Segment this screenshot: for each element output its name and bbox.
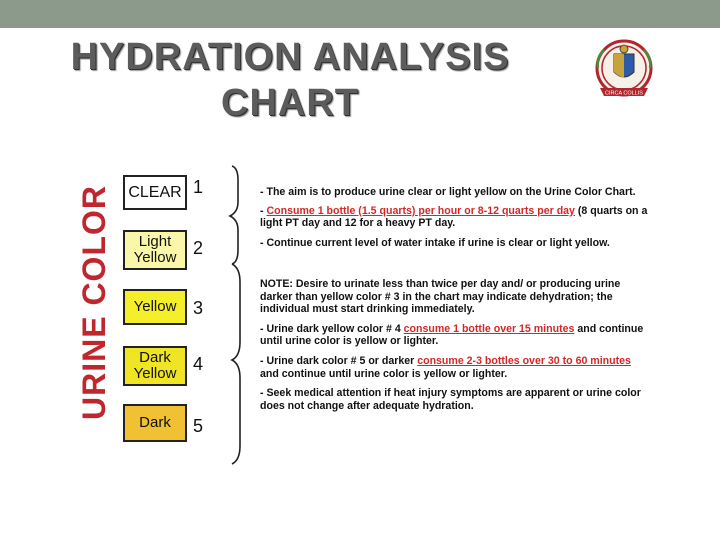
guidance-color4-highlight: consume 1 bottle over 15 minutes — [403, 322, 575, 335]
color-number-4: 4 — [193, 354, 204, 374]
swatch-4-line-1: Dark — [139, 349, 171, 366]
swatch-4-line-2: Yellow — [133, 365, 177, 382]
page-title — [40, 34, 540, 126]
guidance-consume-suffix: (8 quarts on a light PT day and 12 for a heavy PT day. — [260, 204, 648, 230]
guidance-medical-text: - Seek medical attention if heat injury symptoms are apparent or urine color does not change after adequate hydration. — [260, 387, 641, 412]
swatch-5-line-1: Dark — [139, 414, 171, 431]
swatch-3-line-1: Yellow — [133, 298, 177, 315]
guidance-aim-text: - The aim is to produce urine clear or light yellow on the Urine Color Chart. — [260, 186, 636, 198]
crest-emblem-icon — [590, 38, 658, 104]
swatch-2-line-1: Light — [138, 233, 172, 250]
color-number-1: 1 — [193, 177, 204, 197]
guidance-color5-highlight: consume 2-3 bottles over 30 to 60 minutes — [417, 354, 631, 367]
color-swatch-4 — [123, 346, 187, 386]
title-line-1: HYDRATION ANALYSIS — [70, 36, 510, 78]
color-swatch-1 — [123, 175, 187, 210]
color-swatch-3 — [123, 289, 187, 325]
guidance-continue-text: - Continue current level of water intake if urine is clear or light yellow. — [260, 236, 610, 249]
guidance-color4-suffix: and continue until urine color is yellow or lighter. — [260, 322, 644, 348]
guidance-top-block — [260, 186, 655, 249]
color-number-5: 5 — [193, 416, 204, 436]
guidance-color4-prefix: - Urine dark yellow color # 4 — [260, 322, 404, 335]
guidance-color5-text — [260, 355, 645, 380]
guidance-color5-suffix: and continue until urine color is yellow or lighter. — [260, 367, 508, 380]
color-swatch-5 — [123, 404, 187, 442]
logo-banner-text: CIRCA COLLIS — [605, 90, 643, 97]
urine-color-side-label: URINE COLOR — [76, 185, 112, 420]
guidance-consume-highlight: Consume 1 bottle (1.5 quarts) per hour or 8-12 quarts per day — [266, 204, 575, 217]
curly-brace-icon — [222, 160, 252, 470]
guidance-color5-prefix: - Urine dark color # 5 or darker — [260, 354, 418, 367]
guidance-color4-text — [260, 323, 645, 348]
guidance-note-text: NOTE: Desire to urinate less than twice per day and/ or producing urine darker than yellow color # 3 in the chart may indicate dehydration; the individual must start drinking immediately. — [260, 278, 621, 316]
top-decorative-bar — [0, 0, 720, 28]
color-number-3: 3 — [193, 298, 204, 318]
guidance-bottom-block — [260, 278, 645, 412]
guidance-consume-prefix: - — [260, 204, 267, 217]
color-swatch-2 — [123, 230, 187, 270]
title-line-2: CHART — [221, 82, 359, 124]
guidance-consume-text — [260, 205, 655, 230]
color-number-2: 2 — [193, 238, 204, 258]
swatch-1-line-1: CLEAR — [128, 183, 182, 201]
swatch-2-line-2: Yellow — [133, 249, 177, 266]
